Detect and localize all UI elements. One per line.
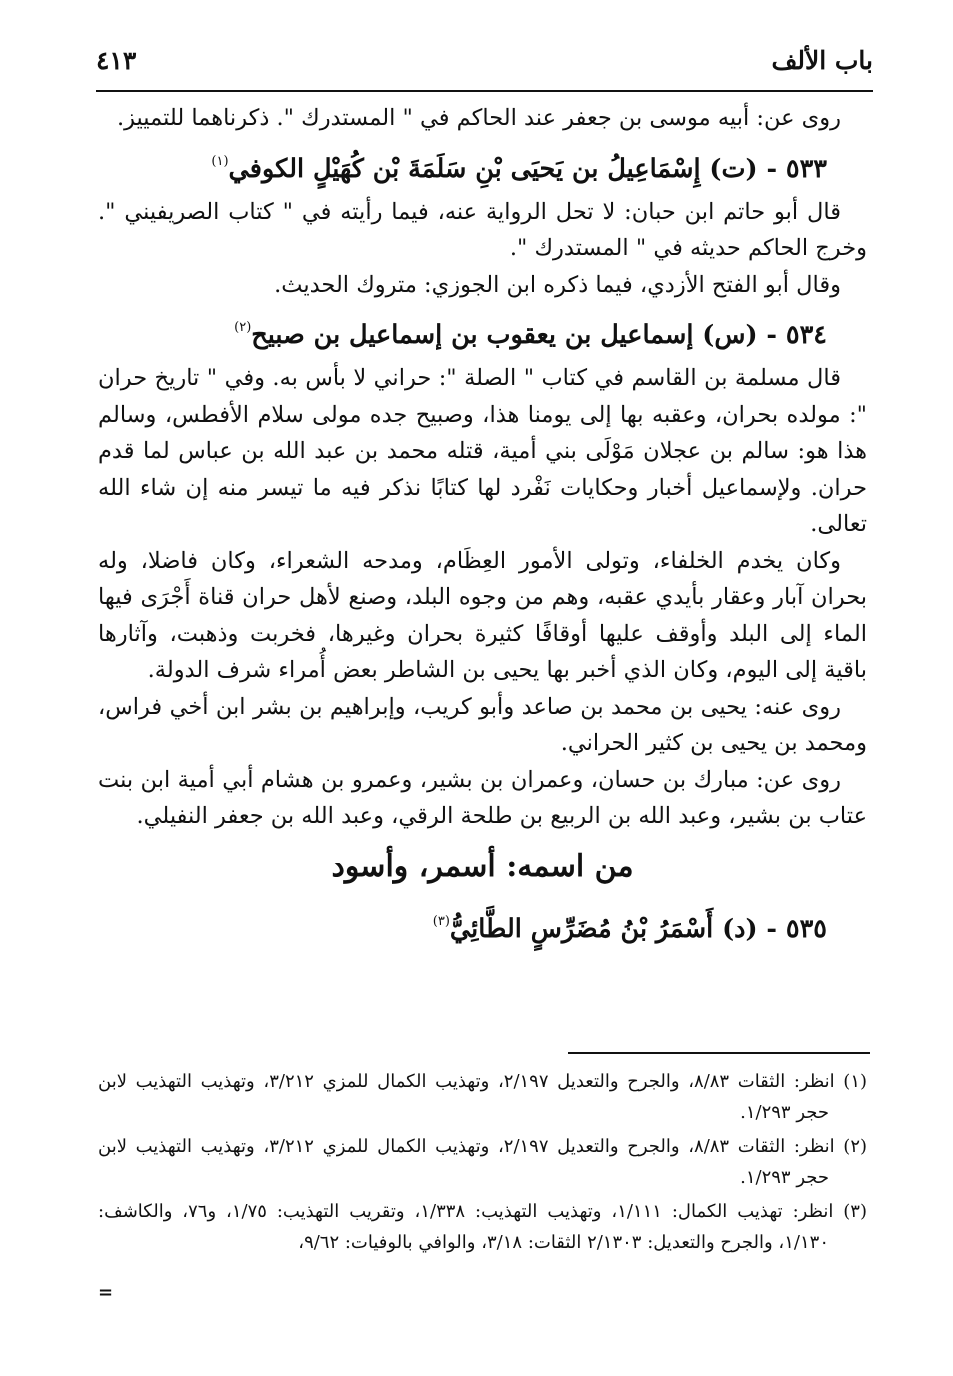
paragraph: وكان يخدم الخلفاء، وتولى الأمور العِظَام، ومدحه الشعراء، وكان فاضلا، وله بحران آبار وعقار بأيدي عقبه، وهم من وجوه البلد، وصنع لأهل حران قناة أَجْرَى فيها الماء إلى البلد وأوقف عليها أوقافًا كثيرة بحران وغيرها، فخربت وذهبت، وآثارها باقية إلى اليوم، وكان الذي أخبر بها يحيى بن الشاطر بعض أُمراء شرف الدولة. (98, 547, 867, 683)
footnote-ref: (١) (211, 153, 229, 169)
continuation-mark: = (98, 1282, 114, 1303)
footnote-ref: (٢) (234, 320, 252, 335)
entry-heading-535 (98, 897, 867, 954)
paragraph: قال أبو حاتم ابن حبان: لا تحل الرواية عنه، فيما رأيته في " كتاب الصريفيني ". وخرج الحاكم حديثه في " المستدرك ". (98, 198, 867, 261)
entry-title: ٥٣٤ - (س) إسماعيل بن يعقوب بن إسماعيل بن صبيح (251, 320, 827, 350)
entry-heading-534 (98, 303, 867, 360)
footnote: (٢) انظر: الثقات ٨/٨٣، والجرح والتعديل ٢/١٩٧، وتهذيب الكمال للمزي ٣/٢١٢، وتهذيب التهذيب لابن حجر ١/٢٩٣. (98, 1136, 868, 1188)
entry-heading-533 (98, 137, 867, 194)
paragraph: قال مسلمة بن القاسم في كتاب " الصلة ": حراني لا بأس به. وفي " تاريخ حران ": مولده بحران، وعقبه بها إلى يومنا هذا، وصبيح جده مولى سلام الأفطس، وسالم هذا هو: سالم بن عجلان مَوْلَى بني أمية، قتله محمد بن عبد الله بن عباس لما قدم حران. ولإسماعيل أخبار وحكايات نَفْرد لها كتابًا نذكر فيه ما تيسر منه إن شاء الله تعالى. (98, 365, 867, 537)
paragraph: روى عنه: يحيى بن محمد بن صاعد وأبو كريب، وإبراهيم بن بشر ابن أخي فراس، ومحمد بن يحيى بن كثير الحراني. (98, 693, 867, 756)
page-number: ٤١٣ (96, 46, 137, 75)
footnote-separator (568, 1052, 870, 1054)
section-title: من اسمه: أسمر، وأسود (331, 848, 634, 884)
footnote: (١) انظر: الثقات ٨/٨٣، والجرح والتعديل ٢/١٩٧، وتهذيب الكمال للمزي ٣/٢١٢، وتهذيب التهذيب لابن حجر ١/٢٩٣. (98, 1071, 868, 1123)
entry-title: ٥٣٣ - (ت) إِسْمَاعِيلُ بن يَحيَى بْنِ سَلَمَةَ بْن كُهَيْلٍ الكوفي (228, 153, 827, 184)
footnote-ref: (٣) (432, 913, 450, 929)
entry-title: ٥٣٥ - (د) أَسْمَرُ بْنُ مُضَرِّسٍ الطَّائِيُّ (449, 913, 827, 944)
paragraph: وقال أبو الفتح الأزدي، فيما ذكره ابن الجوزي: متروك الحديث. (274, 271, 841, 298)
paragraph: روى عن: مبارك بن حسان، وعمران بن بشير، وعمرو بن هشام أبي أمية ابن بنت عتاب بن بشير، وعبد الله بن الربيع بن طلحة الرقي، وعبد الله بن جعفر النفيلي. (98, 766, 867, 829)
page-header (96, 38, 873, 92)
footnote: (٣) انظر: تهذيب الكمال: ١/١١١، وتهذيب التهذيب: ١/٣٣٨، وتقريب التهذيب: ١/٧٥، و٧٦، والكاشف: ١/١٣٠، والجرح والتعديل: ٢/١٣٠٣ الثقات: ٣/١٨، والوافي بالوفيات: ٩/٦٢، (98, 1201, 867, 1253)
paragraph: روى عن: أبيه موسى بن جعفر عند الحاكم في " المستدرك ". ذكرناهما للتمييز. (116, 105, 841, 131)
page-body (98, 100, 867, 954)
chapter-title: باب الألف (771, 46, 873, 75)
footnotes (98, 1066, 867, 1261)
